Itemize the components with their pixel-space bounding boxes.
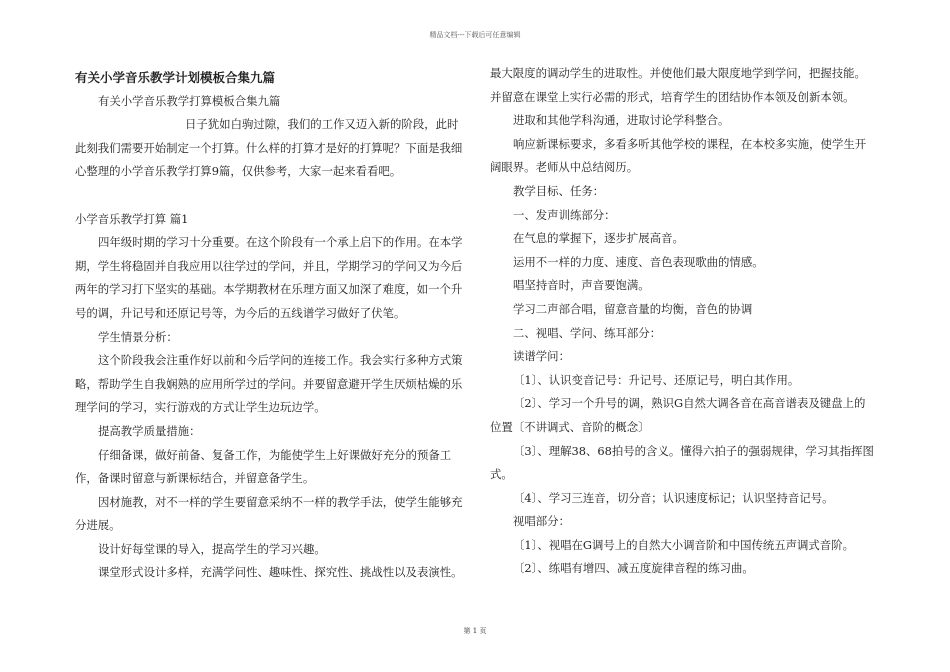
body-paragraph: 二、视唱、学问、练耳部分：	[513, 325, 662, 340]
body-paragraph: 教学目标、任务：	[513, 183, 605, 198]
document-title: 有关小学音乐教学计划模板合集九篇	[75, 70, 276, 85]
left-column	[75, 62, 467, 585]
body-paragraph: 课堂形式设计多样，充满学问性、趣味性、探究性、挑战性以及表演性。	[98, 565, 463, 580]
body-paragraph: 〔1〕、认识变音记号：升记号、还原记号，明白其作用。	[513, 372, 800, 387]
body-paragraph: 〔2〕、练唱有增四、减五度旋律音程的练习曲。	[513, 561, 754, 576]
header-note: 精品文档---下载后可任意编辑	[429, 31, 521, 39]
page-number: 第 1 页	[463, 627, 487, 635]
body-paragraph: 最大限度的调动学生的进取性。并使他们最大限度地学到学问，把握技能。并留意在课堂上实行必需的形式，培育学生的团结协作本领及创新本领。	[490, 66, 866, 104]
body-paragraph: 进取和其他学科沟通，进取讨论学科整合。	[513, 113, 730, 128]
body-paragraph: 〔4〕、学习三连音，切分音；认识速度标记；认识坚持音记号。	[513, 490, 834, 505]
body-paragraph: 在气息的掌握下，逐步扩展高音。	[513, 231, 684, 246]
spacer	[75, 184, 467, 208]
body-paragraph: 学习二声部合唱，留意音量的均衡，音色的协调	[513, 301, 753, 316]
body-paragraph: 学生情景分析：	[98, 329, 178, 344]
body-paragraph: 〔1〕、视唱在G调号上的自然大小调音阶和中国传统五声调式音阶。	[513, 537, 854, 552]
body-paragraph: 因材施教，对不一样的学生要留意采纳不一样的教学手法，使学生能够充分进展。	[75, 494, 463, 533]
body-paragraph: 〔2〕、学习一个升号的调，熟识G自然大调各音在高音谱表及键盘上的位置〔不讲调式、音阶的概念〕	[490, 396, 866, 434]
body-paragraph: 视唱部分：	[513, 514, 570, 529]
body-paragraph: 读谱学问：	[513, 349, 570, 364]
body-paragraph: 一、发声训练部分：	[513, 207, 616, 222]
body-paragraph: 设计好每堂课的导入，提高学生的学习兴趣。	[98, 541, 326, 556]
body-paragraph: 提高教学质量措施：	[98, 423, 201, 438]
body-paragraph: 四年级时期的学习十分重要。在这个阶段有一个承上启下的作用。在本学期，学生将稳固并自我应用以往学过的学问，并且，学期学习的学问又为今后两年的学习打下坚实的基础。本学期教材在乐理方面又加深了难度，如一个升号的调，升记号和还原记号等，为今后的五线谱学习做好了伏笔。	[75, 235, 463, 320]
body-paragraph: 运用不一样的力度、速度、音色表现歌曲的情感。	[513, 254, 764, 269]
body-paragraph: 这个阶段我会注重作好以前和今后学问的连接工作。我会实行多种方式策略，帮助学生自我娴熟的应用所学过的学问。并要留意避开学生厌烦枯燥的乐理学问的学习，实行游戏的方式让学生边玩边学。	[75, 353, 463, 415]
body-paragraph: 〔3〕、理解38、68拍号的含义。懂得六拍子的强弱规律，学习其指挥图式。	[490, 443, 874, 482]
body-paragraph: 响应新课标要求，多看多听其他学校的课程，在本校多实施，使学生开阔眼界。老师从中总结阅历。	[490, 136, 867, 175]
intro-paragraph: 日子犹如白驹过隙，我们的工作又迈入新的阶段，此时此刻我们需要开始制定一个打算。什么样的打算才是好的打算呢？下面是我细心整理的小学音乐教学打算9篇，仅供参考，大家一起来看看吧。	[75, 117, 463, 179]
section-heading: 小学音乐教学打算 篇1	[75, 211, 189, 226]
body-paragraph: 仔细备课，做好前备、复备工作，为能使学生上好课做好充分的预备工作，备课时留意与新课标结合，并留意备学生。	[75, 447, 452, 486]
right-column	[490, 62, 875, 581]
document-subtitle: 有关小学音乐教学打算模板合集九篇	[98, 93, 281, 108]
body-paragraph: 唱坚持音时，声音要饱满。	[513, 278, 650, 293]
